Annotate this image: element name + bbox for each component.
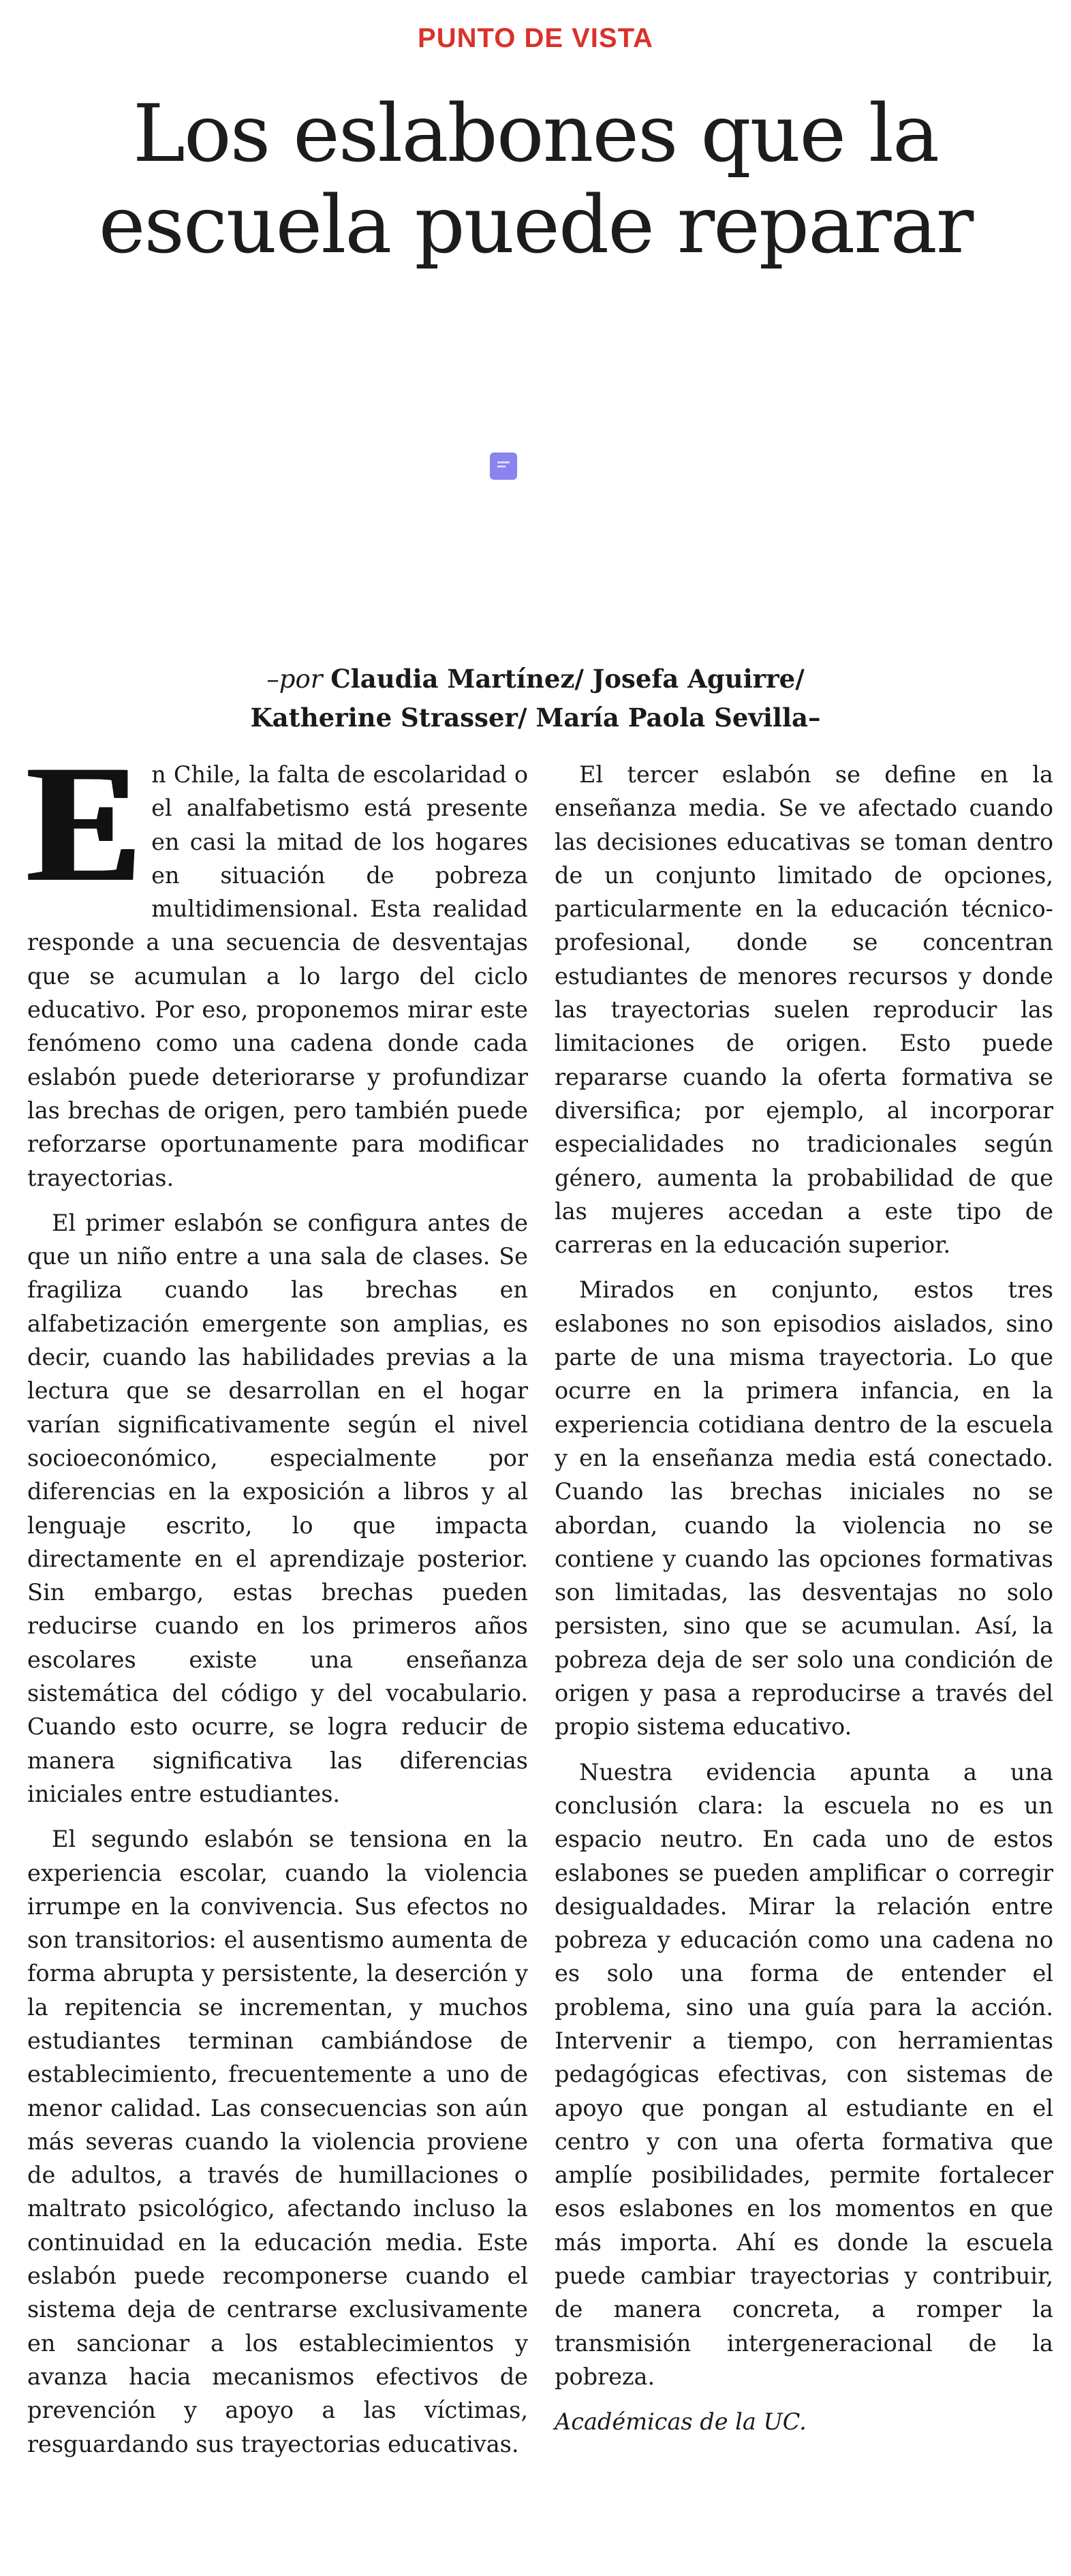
article-paragraph-3: El segundo eslabón se tensiona en la experiencia escolar, cuando la violencia irrumpe en la convivencia. Sus efectos no son transitorios: el ausentismo aumenta de forma abrupta y persistente, la deserción y la repitencia se incrementan, y muchos estudiantes terminan cambiándose de establecimiento, frecuentemente a uno de menor calidad. Las consecuencias son aún más severas cuando la violencia proviene de adultos, a través de humillaciones o maltrato psicológico, afectando incluso la continuidad en la educación media. Este eslabón puede recomponerse cuando el sistema deja de centrarse exclusivamente en sancionar a los establecimientos y avanza hacia mecanismos efectivos de prevención y apoyo a las víctimas, resguardando sus trayectorias educativas.: [27, 1826, 528, 2457]
article-paragraph-5: Mirados en conjunto, estos tres eslabones no son episodios aislados, sino parte de una misma trayectoria. Lo que ocurre en la primera infancia, en la experiencia cotidiana dentro de la escuela y en la enseñanza media está conectado. Cuando las brechas iniciales no se abordan, cuando la violencia no se contiene y cuando las opciones formativas son limitadas, las desventajas no solo persisten, sino que se acumulan. Así, la pobreza deja de ser solo una condición de origen y pasa a reproducirse a través del propio sistema educativo.: [555, 1276, 1053, 1741]
article-column-right: [555, 758, 1053, 2451]
byline-authors-2: Katherine Strasser/ María Paola Sevilla–: [250, 703, 821, 733]
article-column-left: [27, 731, 528, 2472]
byline-prefix: –por: [266, 664, 323, 694]
byline-authors-1: Claudia Martínez/ Josefa Aguirre/: [330, 664, 805, 694]
section-label: PUNTO DE VISTA: [418, 23, 653, 53]
article-paragraph-2: El primer eslabón se configura antes de que un niño entre a una sala de clases. Se fragiliza cuando las brechas en alfabetización emergente son amplias, es decir, cuando las habilidades previas a la lectura que se desarrollan en el hogar varían significativamente según el nivel socioeconómico, especialmente por diferencias en la exposición a libros y al lenguaje escrito, lo que impacta directamente en el aprendizaje posterior. Sin embargo, estas brechas pueden reducirse cuando en los primeros años escolares existe una enseñanza sistemática del código y del vocabulario. Cuando esto ocurre, se logra reducir de manera significativa las diferencias iniciales entre estudiantes.: [27, 1209, 528, 1807]
author-signature: Académicas de la UC.: [555, 2408, 807, 2436]
drop-cap: E: [27, 731, 140, 917]
article-paragraph-1: En Chile, la falta de escolaridad o el analfabetismo está presente en casi la mitad de los hogares en situación de pobreza multidimensional. Esta realidad responde a una secuencia de desventajas que se acumulan a lo largo del ciclo educativo. Por eso, proponemos mirar este fenómeno como una cadena donde cada eslabón puede deteriorarse y profundizar las brechas de origen, pero también puede reforzarse oportunamente para modificar trayectorias.: [27, 731, 528, 1191]
note-icon[interactable]: [490, 453, 517, 480]
headline: Los eslabones que la escuela puede reparar: [98, 88, 973, 271]
byline: [0, 660, 1071, 737]
article-paragraph-4: El tercer eslabón se define en la enseñanza media. Se ve afectado cuando las decisiones educativas se toman dentro de un conjunto limitado de opciones, particularmente en la educación técnico-profesional, donde se concentran estudiantes de menores recursos y donde las trayectorias suelen reproducir las limitaciones de origen. Esto puede repararse cuando la oferta formativa se diversifica; por ejemplo, al incorporar especialidades no tradicionales según género, aumenta la probabilidad de que las mujeres accedan a este tipo de carreras en la educación superior.: [555, 761, 1053, 1259]
article-paragraph-6: Nuestra evidencia apunta a una conclusión clara: la escuela no es un espacio neutro. En cada uno de estos eslabones se pueden amplificar o corregir desigualdades. Mirar la relación entre pobreza y educación como una cadena no es solo una forma de entender el problema, sino una guía para la acción. Intervenir a tiempo, con herramientas pedagógicas efectivas, con sistemas de apoyo que pongan al estudiante en el centro y con una oferta formativa que amplíe posibilidades, permite fortalecer esos eslabones en los momentos en que más importa. Ahí es donde la escuela puede cambiar trayectorias y contribuir, de manera concreta, a romper la transmisión intergeneracional de la pobreza.: [555, 1758, 1053, 2390]
